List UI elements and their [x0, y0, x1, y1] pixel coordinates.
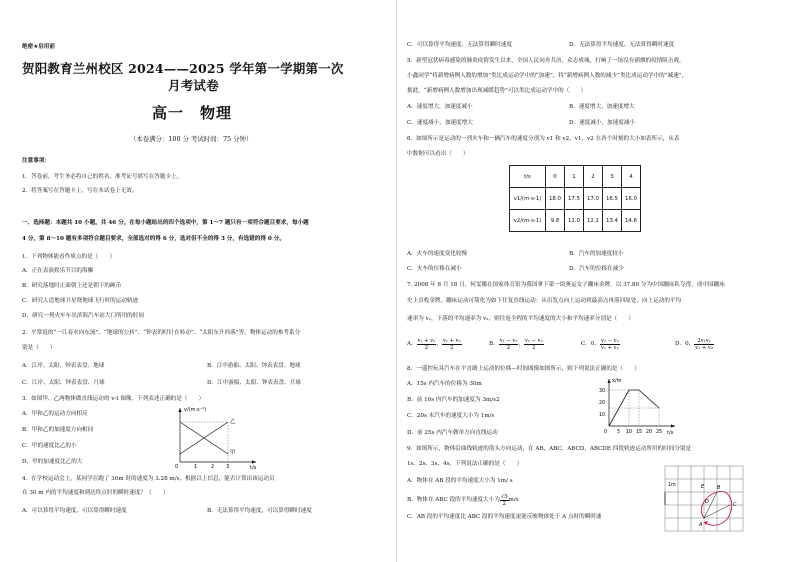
q2-option-b: B．江中游船、太阳、钟表表盘、地球	[207, 363, 301, 369]
q9-stem-line2: 1s、2s、3s、4s，下列说法正确的是（ ）	[407, 461, 523, 467]
q3-option-d: D．甲的加速度比乙的大	[22, 459, 83, 465]
table-cell: 13.4	[603, 210, 622, 232]
q8-xlabel: t/s	[667, 430, 674, 436]
frac-den: v₁ + v₂	[601, 345, 619, 351]
frac-num: v₁ + v₂	[442, 338, 461, 344]
q3-option-b: B．甲和乙的加速度方向相同	[22, 427, 94, 433]
q8-xt-graph	[595, 376, 677, 436]
q2-option-a: A．江岸、太阳、钟表表盘、地球	[22, 363, 105, 369]
frac-den: 2	[532, 345, 536, 351]
q8-xtick-10: 10	[626, 430, 633, 435]
frac-den: v₁ + v₂	[695, 345, 713, 351]
frac-num: √5	[500, 494, 508, 500]
exam-title-line1: 贺阳教育兰州校区 2024——2025 学年第一学期第一次	[22, 61, 344, 76]
q1-option-d: D．研究一列火车车出滨海汽车站大门所用的时间	[22, 313, 144, 319]
q7-option-b: B． $\frac{\text{v₁ − v₂}}{2}$ ， $\frac{\text{v₁ − v₂}}{2}$	[489, 338, 543, 351]
note-2: 2．将答案写在答题卡上，写在本试卷上无效。	[22, 188, 138, 194]
table-cell: 12.2	[584, 210, 603, 232]
table-cell: 16.5	[603, 188, 622, 210]
q3-tick-3: 3	[226, 464, 230, 470]
q9-point-d: D	[705, 499, 709, 505]
q3-option-a: A．甲和乙的运动方向相反	[22, 411, 88, 417]
q8-xtick-5: 5	[617, 430, 621, 435]
table-cell: 3	[603, 166, 622, 188]
q7-option-c-frac	[600, 338, 620, 351]
q8-option-a: A．15s 内汽车的位移为 30m	[407, 381, 482, 387]
q7-option-b-label: B．	[489, 341, 499, 347]
q3-option-c: C．甲的速度比乙的小	[22, 443, 77, 449]
q1-option-b: B．研究落地时正面朝上还是朝下的硬币	[22, 283, 122, 289]
secret-mark: 绝密★启用前	[22, 44, 55, 50]
q6-option-a: A．火车的速度变化较慢	[407, 251, 467, 257]
q4-option-a: A．可以算得平均速度，可以算得瞬时速度	[22, 508, 127, 514]
q8-xtick-25: 25	[656, 430, 663, 435]
table-cell: 17.0	[584, 188, 603, 210]
notes-heading: 注意事项：	[22, 158, 50, 164]
q2-option-d: D．江中游船、太阳、钟表表盘、月球	[207, 380, 301, 386]
q7-option-d-frac	[694, 338, 714, 351]
q7-stem-line3: 速率为 v₁，下落的平均速率为 v₂，则往返全程的平均速度的大小和平均速率分别是（ ）	[407, 316, 634, 322]
q7-stem-line2: 史上首枚金牌。蹦床运动可简化为如下往复直线运动：从出发点向上运动到最高点再落回原处，向上运动的平均	[407, 298, 682, 304]
q9-option-b-text: B．物体在 ABC 段的平均速度大小为	[407, 497, 500, 503]
q9-scale-label: 1m	[668, 483, 676, 488]
q3-origin: 0	[175, 464, 179, 470]
q9-option-b	[407, 494, 519, 507]
exam-title-line2: 月考试卷	[168, 78, 219, 93]
frac-den: 2	[450, 345, 454, 351]
table-cell: 2	[584, 166, 603, 188]
table-row	[510, 210, 641, 232]
frac-num: v₁ + v₂	[417, 338, 436, 344]
q5-option-c: C．速度减小，加速度增大	[407, 120, 473, 126]
q5-stem-line2: 小鑫同学“将新增病例人数的增加”类比成运动学中的“加速”，将“新增病例人数的减少”类比成运动学中的“减速”，	[407, 73, 688, 79]
q5-option-b: B．速度增大，加速度增大	[569, 104, 635, 110]
q5-option-d: D．速度减小，加速度减小	[569, 120, 636, 126]
q8-ytick-10: 10	[599, 413, 606, 418]
q8-option-b: B．前 10s 内汽车的加速度为 3m/s2	[407, 397, 500, 403]
q9-trajectory-curve	[701, 491, 731, 525]
q3-tick-2: 2	[211, 464, 215, 470]
table-cell: 1	[565, 166, 584, 188]
q6-option-d: D．汽车的位移在减少	[569, 266, 624, 272]
q9-option-b-unit: m/s	[508, 497, 519, 503]
section1-instruction-line1: 一、选择题：本题共 10 小题，共 46 分。在每小题给出的四个选项中，第 1～7 题只有一项符合题目要求，每小题	[22, 220, 309, 226]
q2-option-c: C．江岸、太阳、钟表表盘、月球	[22, 380, 105, 386]
q3-stem: 3．如图甲、乙两物体做直线运动的 v-t 图像，下列表述正确的是（ ）	[22, 396, 205, 402]
q4-option-c: C．可以算得平均速度，无法算得瞬时速度	[407, 42, 512, 48]
table-cell: v1/(m·s-1)	[510, 188, 546, 210]
q4-stem-line2: 在 30 m 内的平均速度和到达终点时的瞬时速度？（ ）	[22, 490, 169, 496]
q1-stem: 1．下列物体能看作质点的是（ ）	[22, 254, 116, 260]
section1-instruction-line2: 4 分，第 8～10 题有多项符合题目要求，全部选对的得 6 分，选对但不全的得 3 分，有选错的得 0 分。	[22, 236, 285, 242]
table-cell: 18.0	[546, 188, 565, 210]
frac-den: 2	[502, 501, 506, 507]
q5-stem-line1: 5．新型冠状病毒感染的肺炎疫情发生以来，全国人民同舟共济，众志成城，打响了一场没有硝烟的疫情阻击战。	[407, 58, 685, 64]
q3-x-arrow	[252, 460, 256, 463]
q4-stem-line1: 4．在学校运动会上，某同学在跑了 30m 时的速度为 3.28 m/s，根据以上信息，能否计算出该运动员	[22, 476, 275, 482]
q5-option-a: A．速度增大，加速度减小	[407, 104, 473, 110]
q7-option-c-label: C．0，	[581, 341, 601, 347]
q4-option-d: D．无法算得平均速度，无法算得瞬时速度	[569, 42, 675, 48]
q2-stem: 2．平常说的“一江春水向东流”、“地球的公转”、“钟表的时针在转动”、“太阳东升西落”等，物体运动的参考系分	[22, 330, 301, 336]
q8-option-c: C．20s 末汽车的速度大小为 1m/s	[407, 413, 495, 419]
q6-option-b: B．汽车的加速度较小	[569, 251, 624, 257]
q8-ytick-20: 20	[599, 401, 606, 406]
q7-option-c	[581, 338, 620, 351]
q7-option-d	[675, 338, 714, 351]
table-cell: 0	[546, 166, 565, 188]
note-1: 1．答卷前，考生务必将自己的姓名、准考证号填写在答题卡上。	[22, 174, 183, 180]
q3-vt-graph	[170, 404, 260, 470]
table-cell: 17.5	[565, 188, 584, 210]
q8-ytick-30: 30	[599, 389, 606, 394]
q7-stem-line1: 7. 2008 年 8 月 18 日，何雯娜在国家体育馆为我国拿下第一块奥运女子蹦床金牌，以 37.80 分为中国蹦床队夺得，成中国蹦床	[407, 282, 725, 288]
q4-option-b: B．无法算得平均速度，可以算得瞬时速度	[207, 508, 312, 514]
q3-label-yi: 乙	[230, 419, 236, 425]
q1-option-a: A．正在表演娱乐节目的海狮	[22, 268, 94, 274]
q8-option-d: D．前 25s 内汽车做单方向直线运动	[407, 430, 498, 436]
q7-option-b-frac1	[499, 338, 519, 351]
q3-y-arrow	[178, 408, 181, 412]
q7-option-a: A． $\frac{\text{v₁ + v₂}}{2}$ ， $\frac{\text{v₁ + v₂}}{2}$	[407, 338, 461, 351]
q9-option-c: C．AB 段的平均速度比 ABC 段的平均速度更能反映物体处于 A 点时的瞬时速	[407, 514, 602, 520]
q3-tick-1: 1	[194, 464, 198, 470]
frac-num: 2v₁v₂	[694, 338, 714, 345]
frac-den: 2	[424, 345, 429, 351]
q8-stem: 8．一遥控玩具汽车在平直路上运动的位移—时间图像如图所示，则下列说法正确的是（ ）	[407, 366, 640, 372]
table-cell: 14.6	[622, 210, 641, 232]
table-cell: 4	[622, 166, 641, 188]
q6-option-c: C．火车的位移在减小	[407, 266, 462, 272]
frac-num: v₁ − v₂	[601, 338, 619, 344]
q8-xtick-20: 20	[646, 430, 653, 435]
q8-origin: 0	[604, 430, 608, 435]
q8-ylabel: x/m	[612, 378, 622, 384]
q6-data-table	[509, 165, 641, 232]
q9-point-b: B	[717, 485, 721, 491]
q3-label-jia: 甲	[230, 450, 236, 456]
table-cell: t/s	[510, 166, 546, 188]
q3-ylabel: v/(m·s⁻¹)	[184, 407, 207, 413]
frac-num: v₁ − v₂	[499, 338, 518, 344]
q2-stem-cont: 别是（ ）	[22, 345, 56, 351]
q9-point-e: E	[701, 484, 705, 490]
q9-option-b-frac	[500, 494, 509, 507]
q6-stem-line1: 6．如图所示是运动的一列火车和一辆汽车的速度分别为 v1 和 v2，v1，v2 在各个时刻的大小如表所示，从表	[407, 136, 680, 142]
table-row	[510, 166, 641, 188]
table-row	[510, 188, 641, 210]
q9-grid-lines	[665, 466, 743, 531]
q9-trajectory-grid	[661, 462, 747, 534]
table-cell: 11.0	[565, 210, 584, 232]
q7-option-d-label: D．0，	[675, 341, 695, 347]
q8-y-arrow	[607, 379, 610, 383]
q8-x-arrow	[671, 424, 675, 427]
score-time: （本卷满分：100 分 考试时间：75 分钟）	[130, 135, 253, 143]
q1-option-c: C．研究人造地球卫星绕地球飞行时的运动轨迹	[22, 298, 139, 304]
frac-den: 2	[506, 345, 511, 351]
q7-option-a-frac2	[442, 338, 462, 351]
q8-xtick-15: 15	[636, 430, 643, 435]
right-page	[397, 0, 794, 562]
q7-option-a-frac1	[417, 338, 437, 351]
q3-xlabel: t/s	[250, 465, 257, 470]
q9-point-a: A	[699, 522, 703, 528]
table-cell: 16.0	[622, 188, 641, 210]
table-cell: 9.8	[546, 210, 565, 232]
q7-option-b-frac2	[524, 338, 544, 351]
q9-point-c: C	[733, 502, 737, 508]
q9-option-a: A．物体在 AB 段的平均速度大小为 1m/ s	[407, 478, 513, 484]
frac-num: v₁ − v₂	[525, 338, 543, 344]
q7-option-a-label: A．	[407, 341, 417, 347]
table-cell: v2/(m·s-1)	[510, 210, 546, 232]
subject-heading: 高一 物理	[152, 104, 233, 122]
q6-stem-line2: 中数据可以看出（ ）	[407, 151, 469, 157]
q9-stem-line1: 9．如图所示，物体沿曲线轨迹的箭头方向运动，在 AB、ABC、ABCD、ABCDE 四段轨迹运动所用的时间分别是	[407, 446, 692, 452]
q5-stem-line3: 据此，“新增病例人数增加出现减缓趋势”可以类比成运动学中的（ ）	[407, 88, 587, 94]
